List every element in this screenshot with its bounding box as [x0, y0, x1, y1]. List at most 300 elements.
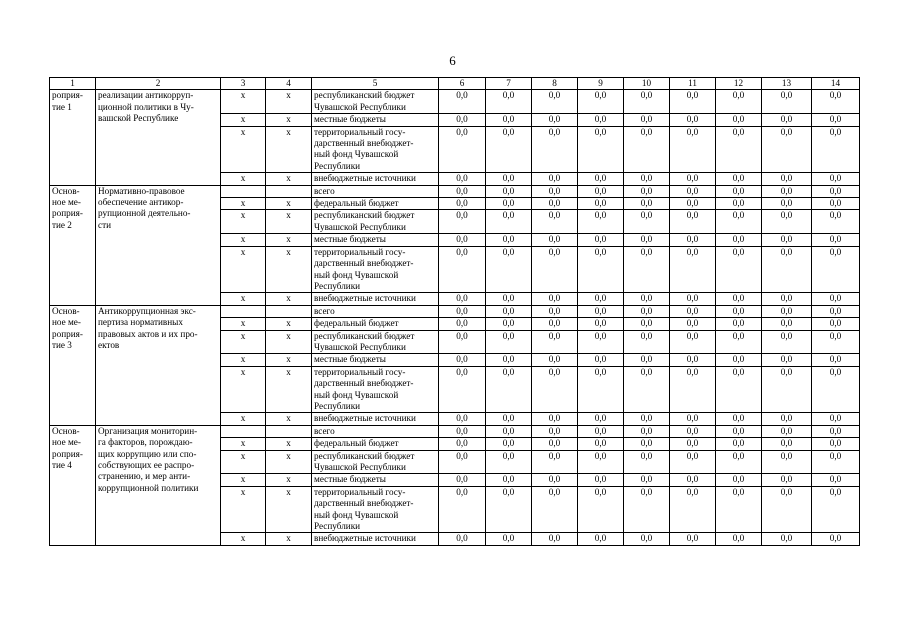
- table-row: [50, 425, 860, 437]
- amount-cell: 0,0: [670, 305, 716, 317]
- amount-cell: 0,0: [578, 354, 624, 366]
- amount-cell: 0,0: [762, 210, 812, 234]
- funding-source-cell: [312, 305, 439, 317]
- amount-cell: 0,0: [762, 173, 812, 185]
- amount-cell: 0,0: [812, 330, 860, 354]
- responsible-executor-cell: x: [221, 234, 266, 246]
- amount-cell: 0,0: [578, 234, 624, 246]
- cell-text-line: ное ме-: [52, 197, 81, 208]
- cell-text-line: роприя-: [52, 328, 83, 339]
- amount-cell: 0,0: [762, 126, 812, 173]
- amount-cell: 0,0: [486, 90, 532, 114]
- amount-cell: 0,0: [486, 293, 532, 305]
- cell-text-line: тие 2: [52, 219, 72, 230]
- amount-cell: 0,0: [578, 413, 624, 425]
- amount-cell: 0,0: [716, 450, 762, 474]
- amount-cell: 0,0: [812, 438, 860, 450]
- amount-cell: 0,0: [439, 450, 486, 474]
- amount-cell: 0,0: [532, 293, 578, 305]
- amount-cell: 0,0: [486, 486, 532, 533]
- amount-cell: 0,0: [486, 318, 532, 330]
- responsible-executor-cell: x: [221, 246, 266, 293]
- responsible-executor-cell: [221, 305, 266, 317]
- responsible-executor-cell: x: [221, 366, 266, 413]
- amount-cell: 0,0: [624, 318, 670, 330]
- cell-text-line: всего: [314, 185, 335, 196]
- table-row: [50, 305, 860, 317]
- amount-cell: 0,0: [812, 305, 860, 317]
- amount-cell: 0,0: [624, 413, 670, 425]
- column-number: 4: [266, 78, 312, 90]
- amount-cell: 0,0: [716, 330, 762, 354]
- cell-text-line: тие 4: [52, 460, 72, 470]
- amount-cell: 0,0: [670, 173, 716, 185]
- cell-text-line: тие 1: [52, 101, 72, 112]
- amount-cell: 0,0: [578, 126, 624, 173]
- amount-cell: 0,0: [624, 173, 670, 185]
- amount-cell: 0,0: [812, 246, 860, 293]
- amount-cell: 0,0: [670, 210, 716, 234]
- cell-text-line: обеспечение антикор-: [98, 197, 184, 208]
- amount-cell: 0,0: [670, 318, 716, 330]
- amount-cell: 0,0: [486, 533, 532, 545]
- cell-text-line: дарственный внебюджет-: [314, 138, 414, 149]
- amount-cell: 0,0: [532, 318, 578, 330]
- amount-cell: 0,0: [578, 293, 624, 305]
- budget-code-cell: x: [266, 114, 312, 126]
- cell-text-line: ный фонд Чувашской: [314, 149, 399, 160]
- amount-cell: 0,0: [670, 234, 716, 246]
- cell-text-line: местные бюджеты: [314, 234, 386, 245]
- budget-code-cell: x: [266, 354, 312, 366]
- funding-source-cell: [312, 246, 439, 293]
- funding-source-cell: [312, 330, 439, 354]
- amount-cell: 0,0: [532, 450, 578, 474]
- funding-source-cell: [312, 474, 439, 486]
- amount-cell: 0,0: [716, 425, 762, 437]
- budget-code-cell: x: [266, 90, 312, 114]
- responsible-executor-cell: [221, 425, 266, 437]
- amount-cell: 0,0: [624, 366, 670, 413]
- funding-source-cell: [312, 210, 439, 234]
- amount-cell: 0,0: [486, 246, 532, 293]
- amount-cell: 0,0: [762, 305, 812, 317]
- amount-cell: 0,0: [578, 305, 624, 317]
- amount-cell: 0,0: [439, 246, 486, 293]
- amount-cell: 0,0: [716, 246, 762, 293]
- cell-text-line: республиканский бюджет: [314, 330, 415, 341]
- amount-cell: 0,0: [439, 425, 486, 437]
- amount-cell: 0,0: [762, 330, 812, 354]
- budget-code-cell: x: [266, 246, 312, 293]
- funding-source-cell: [312, 293, 439, 305]
- amount-cell: 0,0: [624, 126, 670, 173]
- amount-cell: 0,0: [812, 425, 860, 437]
- amount-cell: 0,0: [716, 90, 762, 114]
- amount-cell: 0,0: [762, 474, 812, 486]
- cell-text-line: правовых актов и их про-: [98, 328, 198, 339]
- header-row: [50, 78, 860, 90]
- amount-cell: 0,0: [762, 450, 812, 474]
- amount-cell: 0,0: [762, 185, 812, 197]
- cell-text-line: пертиза нормативных: [98, 317, 183, 328]
- cell-text-line: Республики: [314, 280, 361, 291]
- budget-code-cell: x: [266, 198, 312, 210]
- amount-cell: 0,0: [812, 114, 860, 126]
- cell-text-line: странению, и мер анти-: [98, 471, 191, 482]
- amount-cell: 0,0: [486, 198, 532, 210]
- amount-cell: 0,0: [812, 185, 860, 197]
- cell-text-line: ектов: [98, 339, 120, 350]
- amount-cell: 0,0: [670, 330, 716, 354]
- amount-cell: 0,0: [716, 126, 762, 173]
- amount-cell: 0,0: [532, 330, 578, 354]
- amount-cell: 0,0: [439, 198, 486, 210]
- cell-text-line: федеральный бюджет: [314, 438, 399, 449]
- amount-cell: 0,0: [439, 114, 486, 126]
- cell-text-line: дарственный внебюджет-: [314, 258, 414, 269]
- amount-cell: 0,0: [762, 246, 812, 293]
- amount-cell: 0,0: [670, 126, 716, 173]
- amount-cell: 0,0: [812, 198, 860, 210]
- measure-number-cell: [50, 185, 96, 305]
- amount-cell: 0,0: [812, 366, 860, 413]
- funding-source-cell: [312, 185, 439, 197]
- amount-cell: 0,0: [439, 533, 486, 545]
- amount-cell: 0,0: [486, 366, 532, 413]
- column-number: 7: [486, 78, 532, 90]
- cell-text-line: внебюджетные источники: [314, 293, 416, 304]
- column-number: 8: [532, 78, 578, 90]
- amount-cell: 0,0: [486, 474, 532, 486]
- amount-cell: 0,0: [439, 438, 486, 450]
- column-number: 10: [624, 78, 670, 90]
- amount-cell: 0,0: [624, 114, 670, 126]
- funding-source-cell: [312, 114, 439, 126]
- funding-source-cell: [312, 173, 439, 185]
- amount-cell: 0,0: [670, 486, 716, 533]
- cell-text-line: ный фонд Чувашской: [314, 509, 399, 520]
- budget-code-cell: x: [266, 318, 312, 330]
- budget-code-cell: [266, 305, 312, 317]
- amount-cell: 0,0: [812, 486, 860, 533]
- amount-cell: 0,0: [670, 425, 716, 437]
- amount-cell: 0,0: [624, 330, 670, 354]
- cell-text-line: внебюджетные источники: [314, 413, 416, 424]
- column-number: 9: [578, 78, 624, 90]
- amount-cell: 0,0: [486, 330, 532, 354]
- responsible-executor-cell: x: [221, 438, 266, 450]
- funding-source-cell: [312, 234, 439, 246]
- amount-cell: 0,0: [624, 474, 670, 486]
- amount-cell: 0,0: [578, 366, 624, 413]
- responsible-executor-cell: [221, 185, 266, 197]
- budget-code-cell: x: [266, 366, 312, 413]
- amount-cell: 0,0: [670, 198, 716, 210]
- measure-name-cell: [96, 425, 221, 545]
- responsible-executor-cell: x: [221, 533, 266, 545]
- cell-text-line: коррупционной политики: [98, 482, 199, 493]
- cell-text-line: местные бюджеты: [314, 114, 386, 125]
- amount-cell: 0,0: [716, 173, 762, 185]
- amount-cell: 0,0: [578, 474, 624, 486]
- table-body: [50, 78, 860, 546]
- responsible-executor-cell: x: [221, 90, 266, 114]
- amount-cell: 0,0: [578, 173, 624, 185]
- budget-code-cell: x: [266, 533, 312, 545]
- amount-cell: 0,0: [439, 305, 486, 317]
- amount-cell: 0,0: [439, 366, 486, 413]
- budget-code-cell: x: [266, 126, 312, 173]
- amount-cell: 0,0: [532, 210, 578, 234]
- amount-cell: 0,0: [762, 198, 812, 210]
- amount-cell: 0,0: [532, 413, 578, 425]
- cell-text-line: Нормативно-правовое: [98, 185, 185, 196]
- measure-number-cell: [50, 305, 96, 425]
- amount-cell: 0,0: [439, 90, 486, 114]
- cell-text-line: территориальный госу-: [314, 246, 406, 257]
- amount-cell: 0,0: [439, 318, 486, 330]
- amount-cell: 0,0: [439, 185, 486, 197]
- amount-cell: 0,0: [532, 305, 578, 317]
- cell-text-line: роприя-: [52, 448, 83, 459]
- amount-cell: 0,0: [716, 198, 762, 210]
- amount-cell: 0,0: [624, 425, 670, 437]
- budget-code-cell: x: [266, 438, 312, 450]
- amount-cell: 0,0: [486, 413, 532, 425]
- cell-text-line: ный фонд Чувашской: [314, 269, 399, 280]
- amount-cell: 0,0: [532, 366, 578, 413]
- funding-source-cell: [312, 366, 439, 413]
- amount-cell: 0,0: [762, 486, 812, 533]
- funding-source-cell: [312, 425, 439, 437]
- amount-cell: 0,0: [812, 90, 860, 114]
- cell-text-line: Республики: [314, 521, 361, 532]
- cell-text-line: федеральный бюджет: [314, 198, 399, 209]
- amount-cell: 0,0: [812, 474, 860, 486]
- amount-cell: 0,0: [716, 114, 762, 126]
- amount-cell: 0,0: [486, 126, 532, 173]
- amount-cell: 0,0: [486, 305, 532, 317]
- amount-cell: 0,0: [578, 114, 624, 126]
- amount-cell: 0,0: [670, 450, 716, 474]
- amount-cell: 0,0: [670, 185, 716, 197]
- budget-code-cell: x: [266, 450, 312, 474]
- cell-text-line: Чувашской Республики: [314, 221, 406, 232]
- funding-source-cell: [312, 198, 439, 210]
- cell-text-line: Республики: [314, 400, 361, 411]
- funding-source-cell: [312, 413, 439, 425]
- column-number: 2: [96, 78, 221, 90]
- responsible-executor-cell: x: [221, 474, 266, 486]
- amount-cell: 0,0: [486, 450, 532, 474]
- responsible-executor-cell: x: [221, 413, 266, 425]
- amount-cell: 0,0: [762, 533, 812, 545]
- amount-cell: 0,0: [670, 90, 716, 114]
- amount-cell: 0,0: [812, 173, 860, 185]
- column-number: 1: [50, 78, 96, 90]
- amount-cell: 0,0: [670, 474, 716, 486]
- cell-text-line: внебюджетные источники: [314, 173, 416, 184]
- column-number: 14: [812, 78, 860, 90]
- amount-cell: 0,0: [578, 438, 624, 450]
- responsible-executor-cell: x: [221, 330, 266, 354]
- amount-cell: 0,0: [486, 425, 532, 437]
- cell-text-line: Основ-: [52, 305, 80, 316]
- amount-cell: 0,0: [578, 185, 624, 197]
- amount-cell: 0,0: [439, 354, 486, 366]
- amount-cell: 0,0: [532, 114, 578, 126]
- funding-source-cell: [312, 90, 439, 114]
- amount-cell: 0,0: [624, 293, 670, 305]
- amount-cell: 0,0: [439, 330, 486, 354]
- cell-text-line: Антикоррупционная экс-: [98, 305, 196, 316]
- amount-cell: 0,0: [624, 450, 670, 474]
- cell-text-line: рупционной деятельно-: [98, 208, 191, 219]
- amount-cell: 0,0: [716, 438, 762, 450]
- amount-cell: 0,0: [812, 234, 860, 246]
- amount-cell: 0,0: [670, 438, 716, 450]
- amount-cell: 0,0: [486, 185, 532, 197]
- amount-cell: 0,0: [762, 438, 812, 450]
- amount-cell: 0,0: [716, 354, 762, 366]
- responsible-executor-cell: x: [221, 114, 266, 126]
- responsible-executor-cell: x: [221, 293, 266, 305]
- cell-text-line: Основ-: [52, 185, 80, 196]
- amount-cell: 0,0: [532, 198, 578, 210]
- funding-source-cell: [312, 450, 439, 474]
- amount-cell: 0,0: [670, 246, 716, 293]
- amount-cell: 0,0: [532, 474, 578, 486]
- cell-text-line: территориальный госу-: [314, 126, 406, 137]
- amount-cell: 0,0: [578, 90, 624, 114]
- amount-cell: 0,0: [670, 293, 716, 305]
- amount-cell: 0,0: [486, 354, 532, 366]
- cell-text-line: Организация мониторин-: [98, 425, 198, 436]
- amount-cell: 0,0: [812, 126, 860, 173]
- cell-text-line: территориальный госу-: [314, 486, 406, 497]
- responsible-executor-cell: x: [221, 354, 266, 366]
- column-number: 6: [439, 78, 486, 90]
- amount-cell: 0,0: [532, 533, 578, 545]
- amount-cell: 0,0: [624, 354, 670, 366]
- cell-text-line: местные бюджеты: [314, 354, 386, 365]
- amount-cell: 0,0: [716, 413, 762, 425]
- amount-cell: 0,0: [624, 533, 670, 545]
- amount-cell: 0,0: [762, 293, 812, 305]
- cell-text-line: территориальный госу-: [314, 366, 406, 377]
- amount-cell: 0,0: [578, 198, 624, 210]
- cell-text-line: республиканский бюджет: [314, 210, 415, 221]
- responsible-executor-cell: x: [221, 173, 266, 185]
- amount-cell: 0,0: [439, 126, 486, 173]
- amount-cell: 0,0: [439, 486, 486, 533]
- budget-code-cell: x: [266, 234, 312, 246]
- responsible-executor-cell: x: [221, 210, 266, 234]
- amount-cell: 0,0: [716, 474, 762, 486]
- cell-text-line: Чувашской Республики: [314, 101, 406, 112]
- funding-source-cell: [312, 126, 439, 173]
- cell-text-line: роприя-: [52, 208, 83, 219]
- amount-cell: 0,0: [578, 210, 624, 234]
- amount-cell: 0,0: [624, 210, 670, 234]
- amount-cell: 0,0: [812, 354, 860, 366]
- cell-text-line: республиканский бюджет: [314, 450, 415, 461]
- amount-cell: 0,0: [486, 173, 532, 185]
- budget-code-cell: x: [266, 330, 312, 354]
- amount-cell: 0,0: [532, 246, 578, 293]
- cell-text-line: реализации антикорруп-: [98, 90, 194, 101]
- amount-cell: 0,0: [716, 366, 762, 413]
- amount-cell: 0,0: [486, 234, 532, 246]
- funding-source-cell: [312, 533, 439, 545]
- amount-cell: 0,0: [578, 318, 624, 330]
- column-number: 13: [762, 78, 812, 90]
- amount-cell: 0,0: [439, 173, 486, 185]
- cell-text-line: Республики: [314, 160, 361, 171]
- measure-name-cell: [96, 305, 221, 425]
- funding-source-cell: [312, 318, 439, 330]
- amount-cell: 0,0: [670, 413, 716, 425]
- amount-cell: 0,0: [578, 533, 624, 545]
- measure-name-cell: [96, 185, 221, 305]
- cell-text-line: федеральный бюджет: [314, 318, 399, 329]
- budget-code-cell: x: [266, 413, 312, 425]
- budget-code-cell: [266, 425, 312, 437]
- amount-cell: 0,0: [578, 246, 624, 293]
- amount-cell: 0,0: [439, 293, 486, 305]
- budget-code-cell: x: [266, 486, 312, 533]
- responsible-executor-cell: x: [221, 486, 266, 533]
- amount-cell: 0,0: [624, 198, 670, 210]
- cell-text-line: вашской Республике: [98, 113, 179, 124]
- amount-cell: 0,0: [716, 305, 762, 317]
- amount-cell: 0,0: [624, 305, 670, 317]
- cell-text-line: ционной политики в Чу-: [98, 101, 194, 112]
- amount-cell: 0,0: [486, 210, 532, 234]
- amount-cell: 0,0: [762, 318, 812, 330]
- amount-cell: 0,0: [532, 425, 578, 437]
- amount-cell: 0,0: [670, 366, 716, 413]
- amount-cell: 0,0: [532, 486, 578, 533]
- amount-cell: 0,0: [532, 126, 578, 173]
- cell-text-line: ный фонд Чувашской: [314, 389, 399, 400]
- column-number: 12: [716, 78, 762, 90]
- amount-cell: 0,0: [812, 533, 860, 545]
- amount-cell: 0,0: [812, 450, 860, 474]
- amount-cell: 0,0: [578, 450, 624, 474]
- amount-cell: 0,0: [716, 486, 762, 533]
- cell-text-line: собствующих ее распро-: [98, 460, 195, 470]
- measure-number-cell: [50, 90, 96, 185]
- budget-table: [49, 77, 860, 546]
- cell-text-line: дарственный внебюджет-: [314, 498, 414, 509]
- budget-code-cell: x: [266, 173, 312, 185]
- amount-cell: 0,0: [624, 185, 670, 197]
- amount-cell: 0,0: [812, 293, 860, 305]
- column-number: 11: [670, 78, 716, 90]
- amount-cell: 0,0: [578, 330, 624, 354]
- funding-source-cell: [312, 438, 439, 450]
- amount-cell: 0,0: [624, 246, 670, 293]
- amount-cell: 0,0: [532, 234, 578, 246]
- amount-cell: 0,0: [716, 293, 762, 305]
- cell-text-line: внебюджетные источники: [314, 533, 416, 544]
- funding-source-cell: [312, 354, 439, 366]
- column-number: 5: [312, 78, 439, 90]
- amount-cell: 0,0: [439, 234, 486, 246]
- amount-cell: 0,0: [486, 438, 532, 450]
